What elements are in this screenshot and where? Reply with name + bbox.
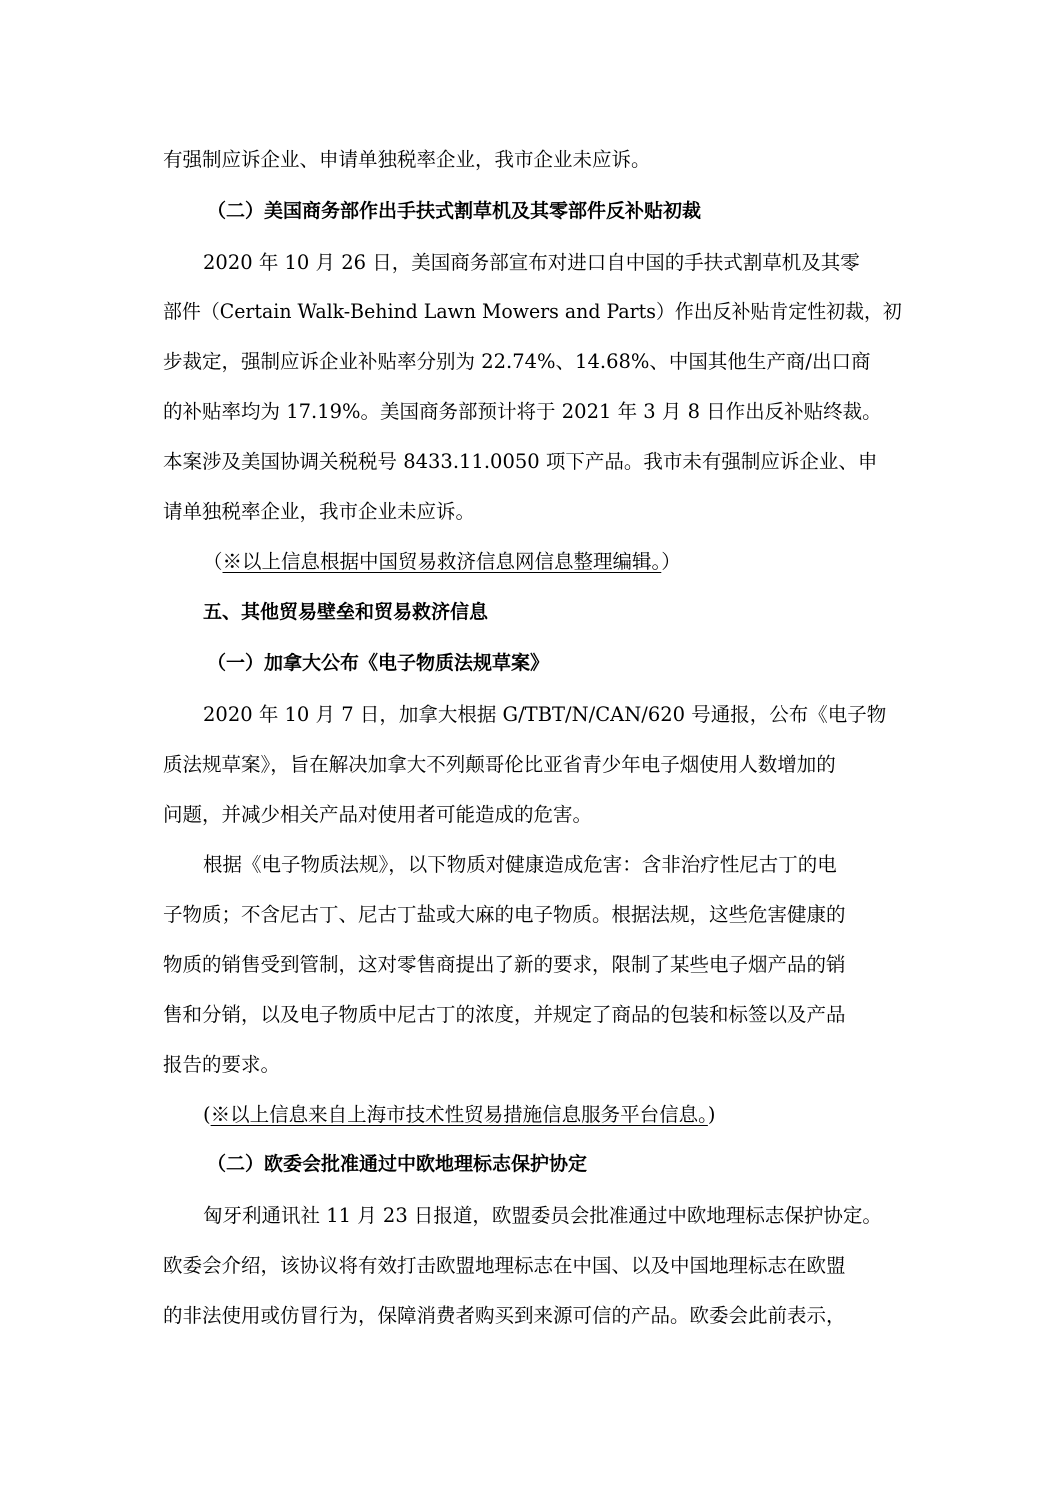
source-note-open-paren: (	[203, 1103, 211, 1126]
paragraph-line: 步裁定，强制应诉企业补贴率分别为 22.74%、14.68%、中国其他生产商/出口商	[163, 350, 871, 373]
source-note-close-paren: ）	[661, 550, 681, 573]
source-note-close-paren: )	[707, 1103, 716, 1126]
paragraph-line: 匈牙利通讯社 11 月 23 日报道，欧盟委员会批准通过中欧地理标志保护协定。	[203, 1204, 882, 1227]
source-note-text: ※以上信息根据中国贸易救济信息网信息整理编辑。	[222, 550, 662, 573]
chapter-heading: 五、其他贸易壁垒和贸易救济信息	[203, 601, 489, 623]
source-note-text: ※以上信息来自上海市技术性贸易措施信息服务平台信息。	[210, 1103, 708, 1126]
section-heading: （二）欧委会批准通过中欧地理标志保护协定	[207, 1153, 588, 1175]
paragraph-line: 本案涉及美国协调关税税号 8433.11.0050 项下产品。我市未有强制应诉企业、申	[163, 450, 878, 473]
paragraph-line: 有强制应诉企业、申请单独税率企业，我市企业未应诉。	[163, 148, 651, 171]
paragraph-line: 质法规草案》，旨在解决加拿大不列颠哥伦比亚省青少年电子烟使用人数增加的	[163, 753, 836, 776]
paragraph-line: 欧委会介绍，该协议将有效打击欧盟地理标志在中国、以及中国地理标志在欧盟	[163, 1254, 846, 1277]
paragraph-line: 问题，并减少相关产品对使用者可能造成的危害。	[163, 803, 593, 826]
source-note	[203, 552, 681, 572]
paragraph-line: 2020 年 10 月 7 日，加拿大根据 G/TBT/N/CAN/620 号通报，公布《电子物	[203, 703, 887, 726]
paragraph-line: 2020 年 10 月 26 日，美国商务部宣布对进口自中国的手扶式割草机及其零	[203, 251, 860, 274]
paragraph-line: 请单独税率企业，我市企业未应诉。	[163, 500, 476, 523]
paragraph-line: 根据《电子物质法规》，以下物质对健康造成危害：含非治疗性尼古丁的电	[203, 853, 837, 876]
paragraph-line: 的非法使用或仿冒行为，保障消费者购买到来源可信的产品。欧委会此前表示，	[163, 1304, 846, 1327]
paragraph-line: 部件（Certain Walk-Behind Lawn Mowers and Parts）作出反补贴肯定性初裁，初	[163, 300, 902, 323]
paragraph-line: 的补贴率均为 17.19%。美国商务部预计将于 2021 年 3 月 8 日作出反补贴终裁。	[163, 400, 882, 423]
section-heading: （一）加拿大公布《电子物质法规草案》	[207, 652, 550, 674]
paragraph-line: 报告的要求。	[163, 1053, 281, 1076]
paragraph-line: 售和分销，以及电子物质中尼古丁的浓度，并规定了商品的包装和标签以及产品	[163, 1003, 846, 1026]
paragraph-line: 子物质；不含尼古丁、尼古丁盐或大麻的电子物质。根据法规，这些危害健康的	[163, 903, 846, 926]
source-note-open-paren: （	[203, 550, 223, 573]
source-note	[203, 1105, 715, 1125]
paragraph-line: 物质的销售受到管制，这对零售商提出了新的要求，限制了某些电子烟产品的销	[163, 953, 846, 976]
section-heading: （二）美国商务部作出手扶式割草机及其零部件反补贴初裁	[207, 200, 702, 222]
